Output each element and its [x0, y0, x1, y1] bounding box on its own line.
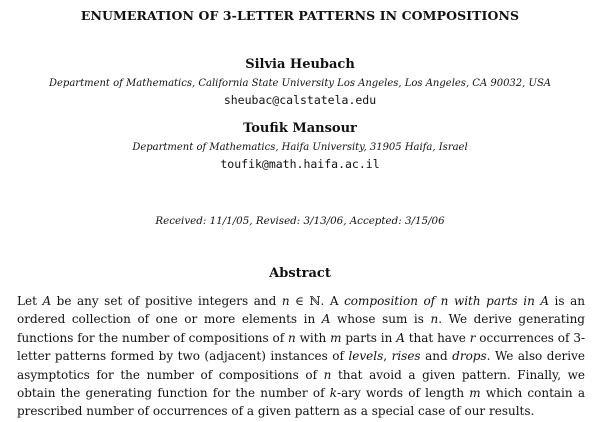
paper-title: ENUMERATION OF 3-LETTER PATTERNS IN COMPOSITIONS — [80, 8, 520, 23]
abstract-segment: -ary words of length — [337, 386, 470, 401]
abstract-emphasis: composition of n with parts in A — [344, 294, 550, 308]
author-name: Toufik Mansour — [243, 121, 357, 136]
abstract-emphasis: levels — [348, 349, 384, 364]
abstract-emphasis: A — [396, 330, 405, 345]
abstract-segment: ∈ ℕ. A — [289, 294, 345, 308]
abstract-emphasis: k — [329, 386, 338, 401]
abstract-segment: and — [420, 349, 453, 364]
abstract-segment: which contain a prescribed number of occurrences of a given pattern as a special case of our results. — [17, 386, 585, 419]
abstract-segment: is an ordered collection of one or more elements in — [17, 294, 585, 327]
abstract-segment: occurrences of 3-letter patterns formed by two (adjacent) instances of — [17, 330, 586, 364]
abstract-text — [17, 292, 585, 421]
abstract-emphasis: A — [321, 312, 331, 327]
abstract-segment: that have — [404, 330, 470, 345]
author-email[interactable]: sheubac@calstatela.edu — [223, 93, 377, 107]
abstract-segment: with — [295, 330, 331, 345]
abstract-emphasis: n — [430, 312, 439, 327]
abstract-emphasis: m — [469, 386, 481, 401]
abstract-emphasis: drops — [452, 349, 487, 364]
author-email[interactable]: toufik@math.haifa.ac.il — [220, 157, 380, 171]
abstract-segment: . We also derive asymptotics for the number of compositions of — [17, 349, 586, 382]
abstract-segment: parts in — [341, 330, 397, 345]
abstract-emphasis: r — [469, 330, 476, 345]
abstract-heading: Abstract — [269, 266, 331, 281]
abstract-emphasis: n — [281, 294, 290, 308]
author-name: Silvia Heubach — [245, 57, 355, 72]
abstract-segment: be any set of positive integers and — [51, 294, 282, 308]
abstract-emphasis: n — [288, 330, 296, 345]
abstract-emphasis: m — [330, 330, 342, 345]
author-affiliation: Department of Mathematics, California State University Los Angeles, Los Angeles, CA 90032, USA — [48, 78, 552, 89]
abstract-emphasis: rises — [391, 349, 421, 364]
abstract-emphasis: A — [42, 294, 52, 308]
abstract-segment: that avoid a given pattern. Finally, we obtain the generating function for the number of — [17, 367, 585, 401]
abstract-segment: whose sum is — [330, 312, 431, 327]
abstract-segment: , — [383, 349, 392, 364]
author-affiliation: Department of Mathematics, Haifa University, 31905 Haifa, Israel — [132, 142, 468, 153]
abstract-segment: Let — [17, 294, 43, 308]
submission-dates: Received: 11/1/05, Revised: 3/13/06, Accepted: 3/15/06 — [155, 215, 445, 227]
abstract-emphasis: n — [323, 367, 332, 382]
abstract-segment: . We derive generating functions for the number of compositions of — [17, 312, 585, 345]
